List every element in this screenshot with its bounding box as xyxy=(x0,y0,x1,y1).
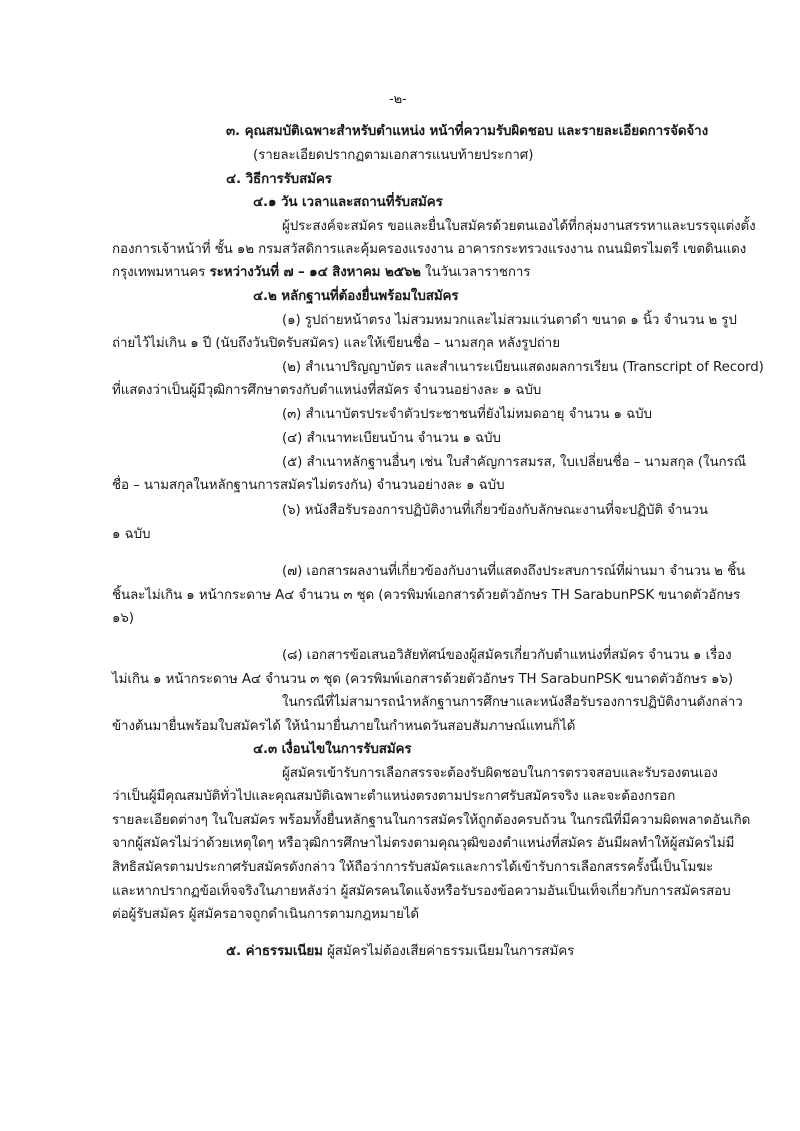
document-item: ๑๖) xyxy=(112,611,134,626)
application-period: ระหว่างวันที่ ๗ – ๑๔ สิงหาคม ๒๕๖๒ xyxy=(209,265,421,280)
document-item: (๒) สำเนาปริญญาบัตร และสำเนาระเบียนแสดงผลการเรียน (Transcript of Record) xyxy=(282,360,764,375)
document-item: (๗) เอกสารผลงานที่เกี่ยวข้องกับงานที่แสดงถึงประสบการณ์ที่ผ่านมา จำนวน ๒ ชิ้น xyxy=(282,564,746,579)
document-item: ๑ ฉบับ xyxy=(112,527,151,542)
document-item: (๘) เอกสารข้อเสนอวิสัยทัศน์ของผู้สมัครเกี่ยวกับตำแหน่งที่สมัคร จำนวน ๑ เรื่อง xyxy=(282,648,732,663)
paragraph-line: สิทธิสมัครตามประกาศรับสมัครดังกล่าว ให้ถือว่าการรับสมัครและการได้เข้ารับการเลือกสรรครั้งนี้เป็นโมฆะ xyxy=(112,860,714,875)
document-item: (๓) สำเนาบัตรประจำตัวประชาชนที่ยังไม่หมดอายุ จำนวน ๑ ฉบับ xyxy=(282,407,652,422)
paragraph-line: รายละเอียดต่างๆ ในใบสมัคร พร้อมทั้งยื่นหลักฐานในการสมัครให้ถูกต้องครบถ้วน ในกรณีที่มีความผิดพลาดอันเกิด xyxy=(112,813,751,828)
section-3-heading: ๓. คุณสมบัติเฉพาะสำหรับตำแหน่ง หน้าที่ความรับผิดชอบ และรายละเอียดการจัดจ้าง xyxy=(226,124,709,139)
document-item: ถ่ายไว้ไม่เกิน ๑ ปี (นับถึงวันปิดรับสมัคร) และให้เขียนชื่อ – นามสกุล หลังรูปถ่าย xyxy=(112,336,560,351)
document-item: (๔) สำเนาทะเบียนบ้าน จำนวน ๑ ฉบับ xyxy=(282,431,501,446)
section-5-text: ผู้สมัครไม่ต้องเสียค่าธรรมเนียมในการสมัคร xyxy=(327,944,575,959)
document-item: ที่แสดงว่าเป็นผู้มีวุฒิการศึกษาตรงกับตำแหน่งที่สมัคร จำนวนอย่างละ ๑ ฉบับ xyxy=(112,383,542,398)
paragraph-line: จากผู้สมัครไม่ว่าด้วยเหตุใดๆ หรือวุฒิการศึกษาไม่ตรงตามคุณวุฒิของตำแหน่งที่สมัคร อันมีผลทำให้ผู้สมัครไม่มี xyxy=(112,836,735,851)
section-4-1-heading: ๔.๑ วัน เวลาและสถานที่รับสมัคร xyxy=(253,195,443,210)
paragraph-line xyxy=(112,263,530,283)
document-item: (๕) สำเนาหลักฐานอื่นๆ เช่น ใบสำคัญการสมรส, ใบเปลี่ยนชื่อ – นามสกุล (ในกรณี xyxy=(282,455,746,470)
document-item: (๑) รูปถ่ายหน้าตรง ไม่สวมหมวกและไม่สวมแว่นตาดำ ขนาด ๑ นิ้ว จำนวน ๒ รูป xyxy=(282,313,737,328)
document-item: (๖) หนังสือรับรองการปฏิบัติงานที่เกี่ยวข้องกับลักษณะงานที่จะปฏิบัติ จำนวน xyxy=(282,503,708,518)
document-item: ชื่อ – นามสกุลในหลักฐานการสมัครไม่ตรงกัน) จำนวนอย่างละ ๑ ฉบับ xyxy=(112,478,505,493)
paragraph-line: กองการเจ้าหน้าที่ ชั้น ๑๒ กรมสวัสดิการและคุ้มครองแรงงาน อาคารกระทรวงแรงงาน ถนนมิตรไมตรี เขตดินแดง xyxy=(112,242,747,257)
document-item: ชิ้นละไม่เกิน ๑ หน้ากระดาษ A๔ จำนวน ๓ ชุด (ควรพิมพ์เอกสารด้วยตัวอักษร TH SarabunPSK ขนาดตัวอักษร xyxy=(112,588,741,603)
paragraph-line: และหากปรากฏข้อเท็จจริงในภายหลังว่า ผู้สมัครคนใดแจ้งหรือรับรองข้อความอันเป็นเท็จเกี่ยวกับการสมัครสอบ xyxy=(112,884,731,899)
document-item: ไม่เกิน ๑ หน้ากระดาษ A๔ จำนวน ๓ ชุด (ควรพิมพ์เอกสารด้วยตัวอักษร TH SarabunPSK ขนาดตัวอักษร ๑๖) xyxy=(112,672,734,687)
section-4-3-heading: ๔.๓ เงื่อนไขในการรับสมัคร xyxy=(253,742,412,757)
section-3-note: (รายละเอียดปรากฏตามเอกสารแนบท้ายประกาศ) xyxy=(253,148,534,163)
paragraph-line: ต่อผู้รับสมัคร ผู้สมัครอาจถูกดำเนินการตามกฎหมายได้ xyxy=(112,907,420,922)
section-4-heading: ๔. วิธีการรับสมัคร xyxy=(226,172,332,187)
page-number: -๒- xyxy=(389,92,407,107)
section-5-line xyxy=(226,942,574,962)
text-run: กรุงเทพมหานคร xyxy=(112,265,206,280)
paragraph-line: ว่าเป็นผู้มีคุณสมบัติทั่วไปและคุณสมบัติเฉพาะตำแหน่งตรงตามประกาศรับสมัครจริง และจะต้องกรอก xyxy=(112,789,676,804)
paragraph-line: ผู้สมัครเข้ารับการเลือกสรรจะต้องรับผิดชอบในการตรวจสอบและรับรองตนเอง xyxy=(282,766,718,781)
section-4-2-heading: ๔.๒ หลักฐานที่ต้องยื่นพร้อมใบสมัคร xyxy=(253,289,459,304)
text-run: ในวันเวลาราชการ xyxy=(425,265,531,280)
section-5-heading: ๕. ค่าธรรมเนียม xyxy=(226,944,323,959)
paragraph-line: ผู้ประสงค์จะสมัคร ขอและยื่นใบสมัครด้วยตนเองได้ที่กลุ่มงานสรรหาและบรรจุแต่งตั้ง xyxy=(282,219,756,234)
paragraph-line: ในกรณีที่ไม่สามารถนำหลักฐานการศึกษาและหนังสือรับรองการปฏิบัติงานดังกล่าว xyxy=(282,695,743,710)
paragraph-line: ข้างต้นมายื่นพร้อมใบสมัครได้ ให้นำมายื่นภายในกำหนดวันสอบสัมภาษณ์แทนก็ได้ xyxy=(112,719,576,734)
